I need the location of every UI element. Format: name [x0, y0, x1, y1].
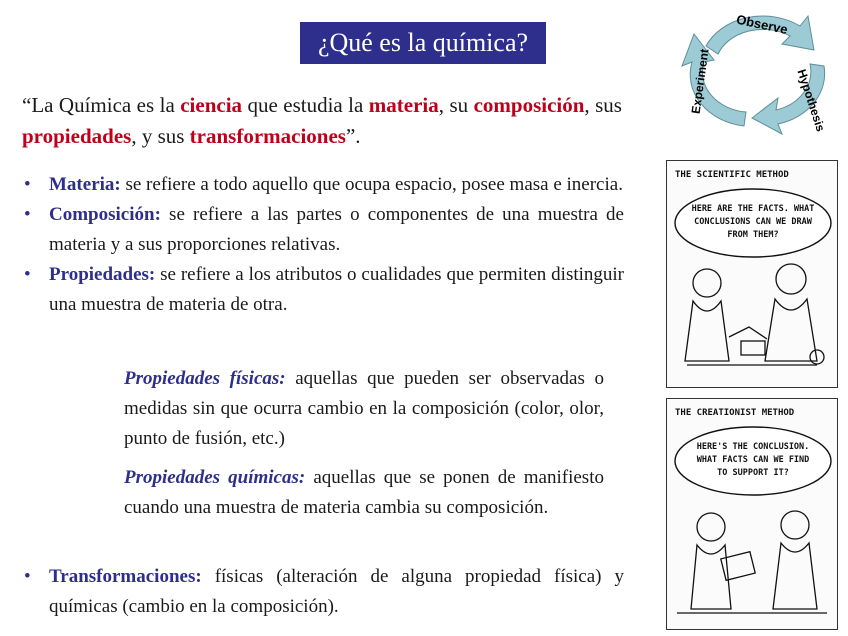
- keyword-propiedades: propiedades: [22, 124, 132, 148]
- slide-title: ¿Qué es la química?: [300, 22, 546, 64]
- cartoon-creationist-method: [666, 398, 838, 630]
- chemistry-definition: “La Química es la ciencia que estudia la materia, su composición, sus propiedades, y sus transformaciones”.: [22, 93, 622, 148]
- term-propiedades: Propiedades:: [49, 264, 156, 285]
- term-propiedades-fisicas: Propiedades físicas:: [124, 368, 286, 389]
- cartoon2-line-2: WHAT FACTS CAN WE FIND: [696, 455, 810, 465]
- bullet-materia: • Materia: se refiere a todo aquello que ocupa espacio, posee masa e inercia.: [24, 174, 623, 195]
- scientific-method-cycle: [678, 6, 838, 136]
- cartoon2-caption: THE CREATIONIST METHOD: [675, 408, 795, 418]
- cartoon2-line-1: HERE'S THE CONCLUSION.: [696, 442, 810, 452]
- bullet-propiedades: • Propiedades: se refiere a los atributos o cualidades que permiten distinguir una muestra de materia de otra.: [24, 264, 624, 315]
- cartoon-scientific-method: [666, 160, 838, 388]
- keyword-transformaciones: transformaciones: [189, 124, 346, 148]
- cycle-label-observe: Observe: [735, 11, 790, 38]
- creationists-illustration-icon: [677, 511, 827, 613]
- sub-propiedades-fisicas: Propiedades físicas: aquellas que pueden ser observadas o medidas sin que ocurra cambio en la composición (color, olor, punto de fusión, etc.): [124, 368, 604, 449]
- term-propiedades-quimicas: Propiedades químicas:: [124, 467, 306, 488]
- concept-list: [22, 170, 624, 320]
- term-transformaciones: Transformaciones:: [49, 566, 202, 587]
- sub-propiedades-quimicas: Propiedades químicas: aquellas que se ponen de manifiesto cuando una muestra de materia cambia su composición.: [124, 467, 604, 518]
- keyword-ciencia: ciencia: [180, 93, 243, 117]
- scientists-illustration-icon: [685, 264, 824, 365]
- keyword-materia: materia: [368, 93, 439, 117]
- cartoon1-line-1: HERE ARE THE FACTS. WHAT: [691, 204, 815, 214]
- cartoon1-line-3: FROM THEM?: [727, 230, 779, 240]
- bullet-composicion: • Composición: se refiere a las partes o componentes de una muestra de materia y a sus proporciones relativas.: [24, 204, 624, 255]
- cycle-label-hypothesis: Hypothesis: [794, 67, 828, 134]
- term-composicion: Composición:: [49, 204, 161, 225]
- cartoon1-caption: THE SCIENTIFIC METHOD: [675, 170, 789, 180]
- term-materia: Materia:: [49, 174, 121, 195]
- cartoon1-line-2: CONCLUSIONS CAN WE DRAW: [694, 217, 812, 227]
- cycle-label-experiment: Experiment: [688, 47, 712, 115]
- cartoon2-line-3: TO SUPPORT IT?: [717, 468, 789, 478]
- concept-list-end: [22, 562, 624, 622]
- bullet-transformaciones: • Transformaciones: físicas (alteración de alguna propiedad física) y químicas (cambio en la composición).: [24, 566, 624, 617]
- keyword-composicion: composición: [473, 93, 585, 117]
